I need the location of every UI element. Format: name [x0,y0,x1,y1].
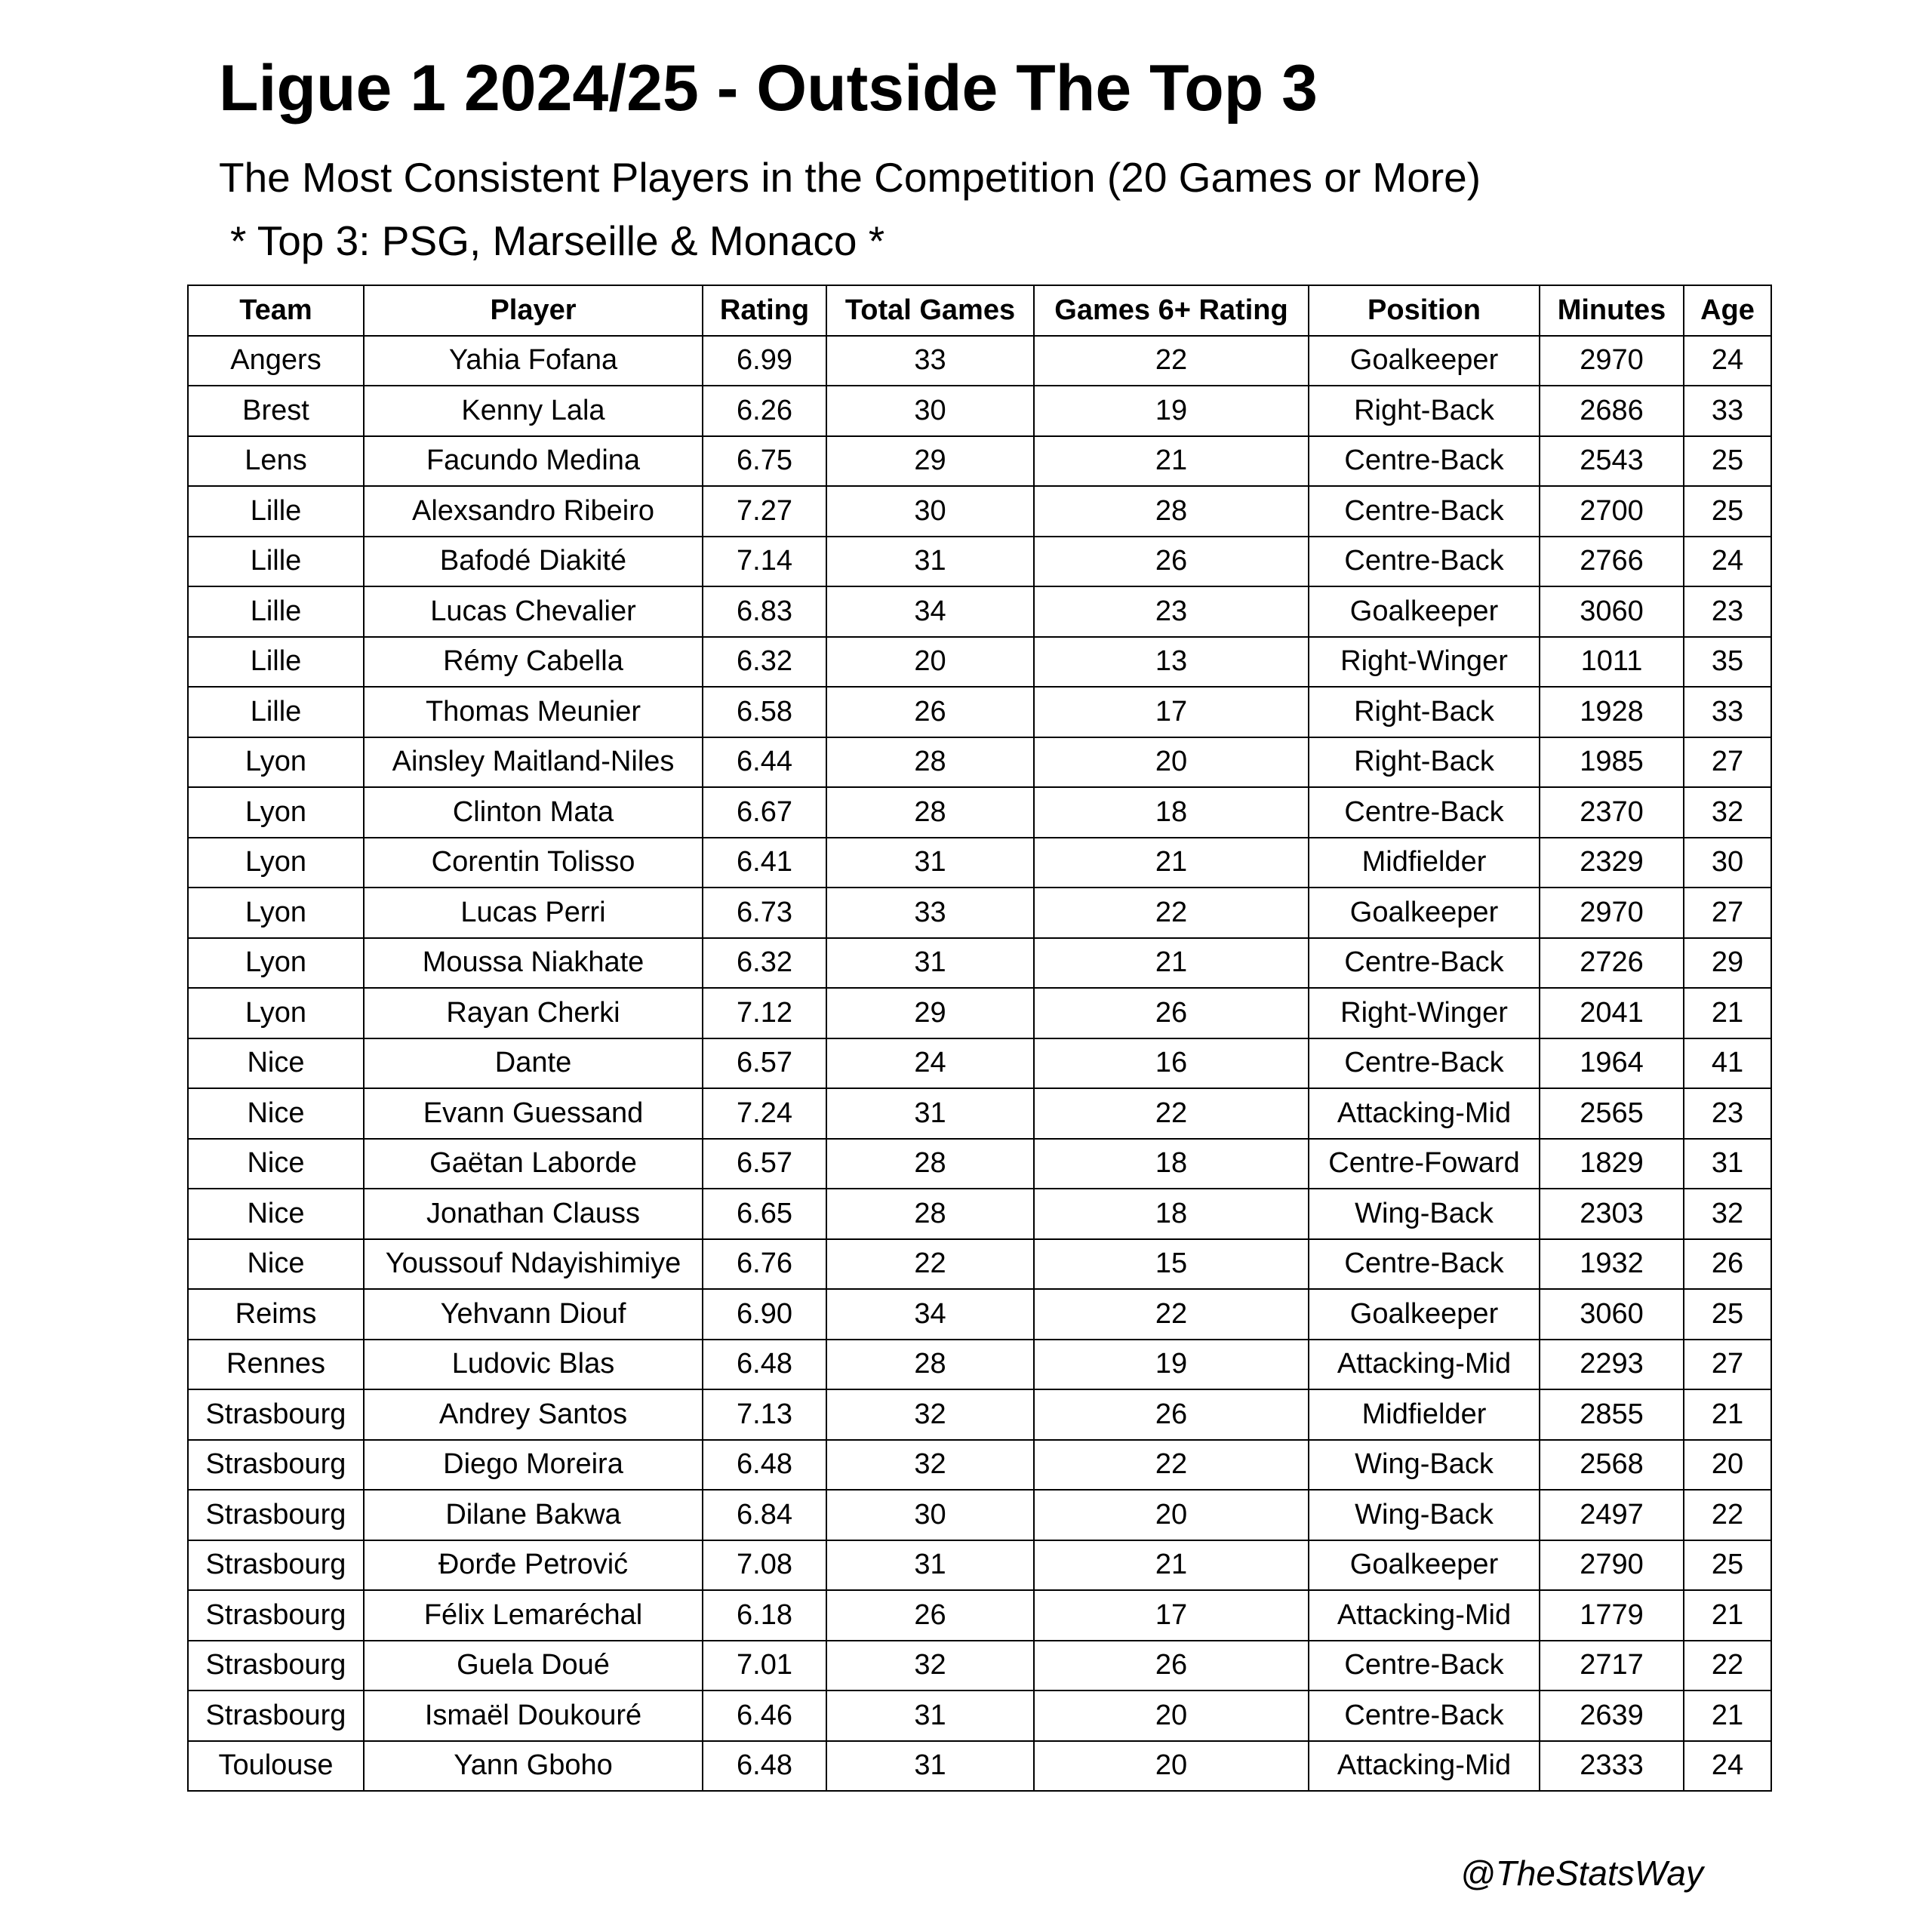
cell-player: Bafodé Diakité [364,537,703,587]
cell-age: 27 [1684,888,1771,938]
cell-team: Strasbourg [188,1389,364,1440]
cell-minutes: 2717 [1540,1641,1684,1691]
cell-rating: 6.48 [703,1741,826,1792]
cell-team: Strasbourg [188,1590,364,1641]
column-header-total-games: Total Games [826,285,1034,336]
cell-rating: 7.27 [703,486,826,537]
cell-games-6plus-rating: 18 [1034,787,1309,838]
cell-age: 27 [1684,1340,1771,1390]
cell-team: Strasbourg [188,1540,364,1591]
table-row [188,486,1771,537]
cell-minutes: 2970 [1540,888,1684,938]
cell-age: 32 [1684,1189,1771,1239]
cell-player: Andrey Santos [364,1389,703,1440]
cell-total-games: 34 [826,586,1034,637]
cell-minutes: 2293 [1540,1340,1684,1390]
cell-age: 23 [1684,1088,1771,1139]
cell-position: Attacking-Mid [1309,1340,1540,1390]
cell-games-6plus-rating: 19 [1034,386,1309,436]
cell-player: Guela Doué [364,1641,703,1691]
cell-age: 20 [1684,1440,1771,1491]
cell-games-6plus-rating: 19 [1034,1340,1309,1390]
table-row [188,988,1771,1038]
cell-total-games: 31 [826,1690,1034,1741]
cell-position: Wing-Back [1309,1189,1540,1239]
cell-age: 33 [1684,386,1771,436]
cell-position: Right-Back [1309,737,1540,788]
cell-games-6plus-rating: 18 [1034,1139,1309,1189]
cell-position: Centre-Back [1309,436,1540,487]
cell-total-games: 24 [826,1038,1034,1089]
cell-team: Toulouse [188,1741,364,1792]
cell-player: Yann Gboho [364,1741,703,1792]
cell-minutes: 2370 [1540,787,1684,838]
cell-team: Lyon [188,888,364,938]
cell-age: 32 [1684,787,1771,838]
column-header-games-6plus-rating: Games 6+ Rating [1034,285,1309,336]
cell-rating: 6.32 [703,637,826,688]
table-row [188,637,1771,688]
cell-minutes: 2855 [1540,1389,1684,1440]
cell-total-games: 20 [826,637,1034,688]
cell-total-games: 33 [826,888,1034,938]
cell-position: Right-Back [1309,386,1540,436]
cell-age: 35 [1684,637,1771,688]
cell-age: 22 [1684,1641,1771,1691]
cell-position: Centre-Foward [1309,1139,1540,1189]
cell-player: Gaëtan Laborde [364,1139,703,1189]
page-subtitle: The Most Consistent Players in the Competition (20 Games or More) [219,154,1481,201]
cell-minutes: 2543 [1540,436,1684,487]
cell-minutes: 2329 [1540,838,1684,888]
cell-player: Rémy Cabella [364,637,703,688]
top3-note: * Top 3: PSG, Marseille & Monaco * [230,217,885,264]
cell-games-6plus-rating: 22 [1034,888,1309,938]
cell-games-6plus-rating: 20 [1034,1490,1309,1540]
cell-games-6plus-rating: 26 [1034,1641,1309,1691]
cell-minutes: 2639 [1540,1690,1684,1741]
cell-player: Evann Guessand [364,1088,703,1139]
cell-player: Ismaël Doukouré [364,1690,703,1741]
cell-minutes: 2497 [1540,1490,1684,1540]
cell-team: Brest [188,386,364,436]
cell-position: Centre-Back [1309,537,1540,587]
cell-total-games: 29 [826,988,1034,1038]
table-row [188,336,1771,386]
cell-team: Angers [188,336,364,386]
cell-total-games: 30 [826,1490,1034,1540]
cell-team: Rennes [188,1340,364,1390]
column-header-team: Team [188,285,364,336]
cell-rating: 6.18 [703,1590,826,1641]
table-row [188,1139,1771,1189]
cell-total-games: 28 [826,1189,1034,1239]
cell-minutes: 3060 [1540,1289,1684,1340]
cell-minutes: 2041 [1540,988,1684,1038]
cell-total-games: 30 [826,386,1034,436]
cell-total-games: 28 [826,787,1034,838]
column-header-age: Age [1684,285,1771,336]
table-header-row [188,285,1771,336]
cell-games-6plus-rating: 23 [1034,586,1309,637]
cell-position: Centre-Back [1309,1641,1540,1691]
cell-position: Wing-Back [1309,1440,1540,1491]
cell-position: Goalkeeper [1309,1540,1540,1591]
cell-age: 41 [1684,1038,1771,1089]
cell-games-6plus-rating: 22 [1034,1440,1309,1491]
table-row [188,1490,1771,1540]
cell-player: Rayan Cherki [364,988,703,1038]
cell-total-games: 31 [826,537,1034,587]
cell-position: Midfielder [1309,1389,1540,1440]
cell-player: Ludovic Blas [364,1340,703,1390]
cell-rating: 7.14 [703,537,826,587]
cell-player: Dante [364,1038,703,1089]
cell-minutes: 2303 [1540,1189,1684,1239]
cell-games-6plus-rating: 15 [1034,1239,1309,1290]
cell-rating: 6.58 [703,687,826,737]
cell-total-games: 32 [826,1440,1034,1491]
cell-games-6plus-rating: 26 [1034,537,1309,587]
cell-age: 29 [1684,938,1771,989]
cell-total-games: 30 [826,486,1034,537]
cell-games-6plus-rating: 21 [1034,838,1309,888]
cell-player: Alexsandro Ribeiro [364,486,703,537]
cell-total-games: 22 [826,1239,1034,1290]
cell-games-6plus-rating: 22 [1034,1289,1309,1340]
cell-age: 25 [1684,436,1771,487]
table-body [188,336,1771,1792]
cell-rating: 7.13 [703,1389,826,1440]
page-title: Ligue 1 2024/25 - Outside The Top 3 [219,52,1318,125]
cell-team: Lyon [188,737,364,788]
table-row [188,436,1771,487]
cell-games-6plus-rating: 21 [1034,1540,1309,1591]
cell-player: Lucas Chevalier [364,586,703,637]
cell-age: 21 [1684,988,1771,1038]
cell-position: Goalkeeper [1309,336,1540,386]
cell-games-6plus-rating: 26 [1034,1389,1309,1440]
cell-minutes: 2790 [1540,1540,1684,1591]
cell-age: 21 [1684,1590,1771,1641]
cell-team: Nice [188,1038,364,1089]
table-row [188,888,1771,938]
cell-minutes: 2726 [1540,938,1684,989]
cell-rating: 6.73 [703,888,826,938]
cell-player: Thomas Meunier [364,687,703,737]
cell-games-6plus-rating: 28 [1034,486,1309,537]
column-header-player: Player [364,285,703,336]
cell-position: Right-Winger [1309,637,1540,688]
cell-age: 21 [1684,1389,1771,1440]
cell-games-6plus-rating: 21 [1034,938,1309,989]
cell-team: Lyon [188,838,364,888]
cell-rating: 6.57 [703,1038,826,1089]
cell-team: Lille [188,637,364,688]
cell-total-games: 33 [826,336,1034,386]
cell-games-6plus-rating: 21 [1034,436,1309,487]
cell-minutes: 2700 [1540,486,1684,537]
cell-position: Goalkeeper [1309,1289,1540,1340]
cell-minutes: 1928 [1540,687,1684,737]
column-header-minutes: Minutes [1540,285,1684,336]
stats-table [187,285,1772,1792]
cell-team: Strasbourg [188,1641,364,1691]
cell-games-6plus-rating: 18 [1034,1189,1309,1239]
cell-age: 33 [1684,687,1771,737]
cell-player: Félix Lemaréchal [364,1590,703,1641]
table-row [188,586,1771,637]
cell-total-games: 28 [826,737,1034,788]
cell-total-games: 31 [826,1540,1034,1591]
cell-age: 22 [1684,1490,1771,1540]
cell-rating: 6.67 [703,787,826,838]
cell-player: Yahia Fofana [364,336,703,386]
table-row [188,1239,1771,1290]
cell-team: Lille [188,586,364,637]
cell-position: Centre-Back [1309,1690,1540,1741]
cell-minutes: 3060 [1540,586,1684,637]
cell-team: Nice [188,1088,364,1139]
cell-rating: 6.65 [703,1189,826,1239]
cell-team: Lyon [188,988,364,1038]
table-row [188,938,1771,989]
table-row [188,687,1771,737]
cell-player: Lucas Perri [364,888,703,938]
cell-total-games: 32 [826,1641,1034,1691]
cell-total-games: 31 [826,1741,1034,1792]
cell-total-games: 26 [826,687,1034,737]
cell-team: Nice [188,1139,364,1189]
cell-games-6plus-rating: 26 [1034,988,1309,1038]
cell-total-games: 34 [826,1289,1034,1340]
cell-team: Reims [188,1289,364,1340]
cell-minutes: 1932 [1540,1239,1684,1290]
cell-team: Nice [188,1239,364,1290]
cell-total-games: 29 [826,436,1034,487]
cell-total-games: 28 [826,1340,1034,1390]
cell-team: Lyon [188,787,364,838]
cell-rating: 6.75 [703,436,826,487]
credit-handle: @TheStatsWay [1460,1854,1703,1893]
cell-minutes: 2766 [1540,537,1684,587]
table-row [188,1038,1771,1089]
cell-team: Lille [188,486,364,537]
cell-player: Facundo Medina [364,436,703,487]
cell-player: Yehvann Diouf [364,1289,703,1340]
table-row [188,1540,1771,1591]
cell-rating: 6.90 [703,1289,826,1340]
cell-team: Lille [188,537,364,587]
cell-rating: 6.84 [703,1490,826,1540]
cell-total-games: 31 [826,938,1034,989]
table-row [188,1690,1771,1741]
cell-position: Goalkeeper [1309,586,1540,637]
cell-age: 26 [1684,1239,1771,1290]
cell-age: 31 [1684,1139,1771,1189]
table-row [188,1741,1771,1792]
cell-games-6plus-rating: 20 [1034,737,1309,788]
cell-player: Clinton Mata [364,787,703,838]
cell-games-6plus-rating: 16 [1034,1038,1309,1089]
table-row [188,1289,1771,1340]
cell-minutes: 2565 [1540,1088,1684,1139]
table-row [188,1590,1771,1641]
cell-rating: 7.08 [703,1540,826,1591]
column-header-rating: Rating [703,285,826,336]
cell-minutes: 1829 [1540,1139,1684,1189]
cell-position: Goalkeeper [1309,888,1540,938]
cell-minutes: 2568 [1540,1440,1684,1491]
cell-age: 21 [1684,1690,1771,1741]
table-row [188,1088,1771,1139]
cell-age: 25 [1684,486,1771,537]
table-row [188,1340,1771,1390]
cell-position: Right-Back [1309,687,1540,737]
cell-player: Corentin Tolisso [364,838,703,888]
cell-rating: 6.57 [703,1139,826,1189]
cell-age: 25 [1684,1540,1771,1591]
cell-position: Centre-Back [1309,1239,1540,1290]
cell-total-games: 32 [826,1389,1034,1440]
cell-player: Đorđe Petrović [364,1540,703,1591]
cell-minutes: 1779 [1540,1590,1684,1641]
cell-minutes: 2686 [1540,386,1684,436]
cell-age: 23 [1684,586,1771,637]
cell-team: Nice [188,1189,364,1239]
cell-player: Dilane Bakwa [364,1490,703,1540]
cell-games-6plus-rating: 17 [1034,687,1309,737]
cell-position: Attacking-Mid [1309,1590,1540,1641]
cell-games-6plus-rating: 17 [1034,1590,1309,1641]
cell-team: Lille [188,687,364,737]
cell-minutes: 1011 [1540,637,1684,688]
cell-age: 27 [1684,737,1771,788]
cell-minutes: 2333 [1540,1741,1684,1792]
cell-team: Lyon [188,938,364,989]
cell-age: 24 [1684,1741,1771,1792]
cell-minutes: 2970 [1540,336,1684,386]
cell-rating: 6.48 [703,1440,826,1491]
cell-position: Wing-Back [1309,1490,1540,1540]
cell-rating: 7.12 [703,988,826,1038]
cell-games-6plus-rating: 20 [1034,1741,1309,1792]
cell-rating: 6.32 [703,938,826,989]
cell-rating: 6.76 [703,1239,826,1290]
cell-total-games: 31 [826,1088,1034,1139]
cell-position: Centre-Back [1309,486,1540,537]
table-row [188,787,1771,838]
cell-position: Centre-Back [1309,938,1540,989]
cell-total-games: 31 [826,838,1034,888]
cell-rating: 6.26 [703,386,826,436]
cell-team: Strasbourg [188,1690,364,1741]
cell-age: 24 [1684,336,1771,386]
table-row [188,386,1771,436]
cell-age: 24 [1684,537,1771,587]
cell-player: Kenny Lala [364,386,703,436]
table-row [188,1189,1771,1239]
cell-rating: 6.83 [703,586,826,637]
cell-total-games: 28 [826,1139,1034,1189]
table-row [188,1389,1771,1440]
table-row [188,737,1771,788]
cell-position: Attacking-Mid [1309,1741,1540,1792]
cell-rating: 6.44 [703,737,826,788]
cell-team: Strasbourg [188,1440,364,1491]
column-header-position: Position [1309,285,1540,336]
cell-games-6plus-rating: 13 [1034,637,1309,688]
cell-rating: 6.99 [703,336,826,386]
cell-team: Strasbourg [188,1490,364,1540]
cell-position: Attacking-Mid [1309,1088,1540,1139]
cell-age: 25 [1684,1289,1771,1340]
table-row [188,1641,1771,1691]
cell-total-games: 26 [826,1590,1034,1641]
cell-position: Centre-Back [1309,1038,1540,1089]
cell-rating: 6.41 [703,838,826,888]
cell-games-6plus-rating: 20 [1034,1690,1309,1741]
cell-minutes: 1985 [1540,737,1684,788]
table-row [188,838,1771,888]
cell-player: Diego Moreira [364,1440,703,1491]
cell-rating: 7.24 [703,1088,826,1139]
cell-rating: 7.01 [703,1641,826,1691]
cell-games-6plus-rating: 22 [1034,336,1309,386]
cell-player: Youssouf Ndayishimiye [364,1239,703,1290]
cell-player: Moussa Niakhate [364,938,703,989]
cell-age: 30 [1684,838,1771,888]
cell-position: Right-Winger [1309,988,1540,1038]
cell-player: Jonathan Clauss [364,1189,703,1239]
cell-rating: 6.48 [703,1340,826,1390]
table-row [188,1440,1771,1491]
cell-team: Lens [188,436,364,487]
table-row [188,537,1771,587]
cell-rating: 6.46 [703,1690,826,1741]
cell-player: Ainsley Maitland-Niles [364,737,703,788]
cell-minutes: 1964 [1540,1038,1684,1089]
cell-position: Midfielder [1309,838,1540,888]
cell-position: Centre-Back [1309,787,1540,838]
cell-games-6plus-rating: 22 [1034,1088,1309,1139]
